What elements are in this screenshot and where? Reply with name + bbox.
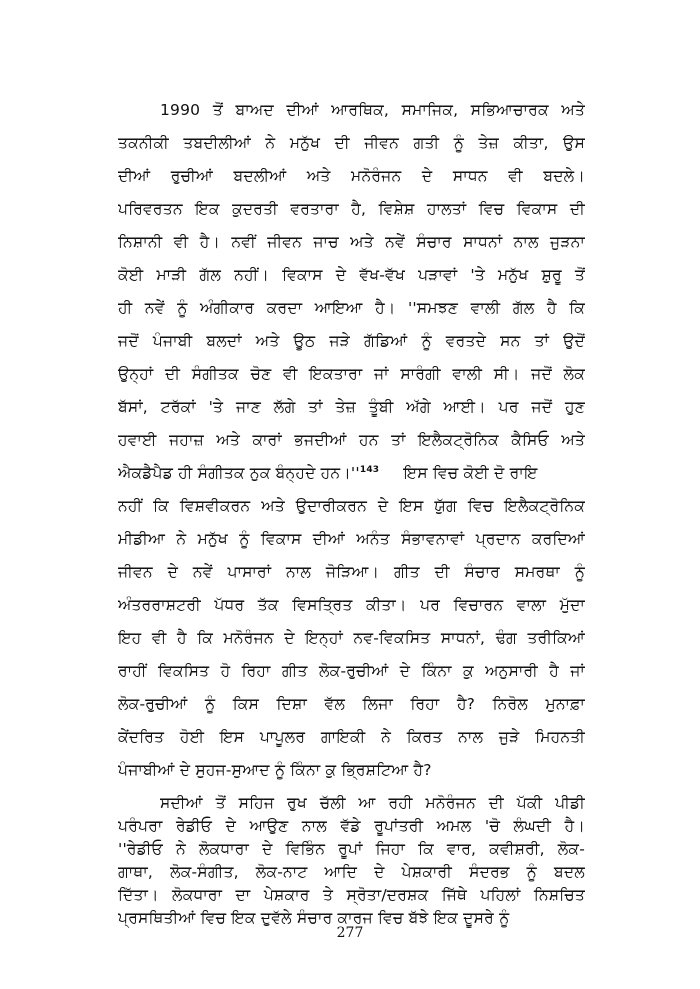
paragraph-1-line-1: 1990 ਤੋਂ ਬਾਅਦ ਦੀਆਂ ਆਰਥਿਕ, ਸਮਾਜਿਕ, ਸਭਿਆਚਾਰਕ ਅਤੇ	[160, 101, 585, 119]
paragraph-1-line-21: ਪੰਜਾਬੀਆਂ ਦੇ ਸੁਹਜ-ਸੁਆਦ ਨੂੰ ਕਿੰਨਾ ਕੁ ਭ੍ਰਿਸ਼ਟਿਆ ਹੈ?	[118, 761, 432, 779]
line-12-tail: ਇਸ ਵਿਚ ਕੋਈ ਦੋ ਰਾਇ	[403, 464, 538, 482]
paragraph-1-line-18: ਰਾਹੀਂ ਵਿਕਸਿਤ ਹੋ ਰਿਹਾ ਗੀਤ ਲੋਕ-ਰੁਚੀਆਂ ਦੇ ਕਿੰਨਾ ਕੁ ਅਨੁਸਾਰੀ ਹੈ ਜਾਂ	[118, 662, 585, 680]
paragraph-1-line-3: ਦੀਆਂ ਰੁਚੀਆਂ ਬਦਲੀਆਂ ਅਤੇ ਮਨੋਰੰਜਨ ਦੇ ਸਾਧਨ ਵੀ ਬਦਲੇ।	[118, 167, 585, 185]
paragraph-1-line-15: ਜੀਵਨ ਦੇ ਨਵੇਂ ਪਾਸਾਰਾਂ ਨਾਲ ਜੋੜਿਆ। ਗੀਤ ਦੀ ਸੰਚਾਰ ਸਮਰਥਾ ਨੂੰ	[118, 563, 585, 581]
paragraph-1-line-4: ਪਰਿਵਰਤਨ ਇਕ ਕੁਦਰਤੀ ਵਰਤਾਰਾ ਹੈ, ਵਿਸ਼ੇਸ਼ ਹਾਲਤਾਂ ਵਿਚ ਵਿਕਾਸ ਦੀ	[118, 200, 585, 218]
paragraph-1-line-20: ਕੇਂਦਰਿਤ ਹੋਈ ਇਸ ਪਾਪੂਲਰ ਗਾਇਕੀ ਨੇ ਕਿਰਤ ਨਾਲ ਜੁੜੇ ਮਿਹਨਤੀ	[118, 728, 585, 746]
paragraph-1-line-16: ਅੰਤਰਰਾਸ਼ਟਰੀ ਪੱਧਰ ਤੱਕ ਵਿਸਤ੍ਰਿਤ ਕੀਤਾ। ਪਰ ਵਿਚਾਰਨ ਵਾਲਾ ਮੁੱਦਾ	[118, 596, 585, 614]
paragraph-1-line-17: ਇਹ ਵੀ ਹੈ ਕਿ ਮਨੋਰੰਜਨ ਦੇ ਇਨ੍ਹਾਂ ਨਵ-ਵਿਕਸਿਤ ਸਾਧਨਾਂ, ਢੰਗ ਤਰੀਕਿਆਂ	[118, 629, 585, 647]
paragraph-2-line-4: ਗਾਥਾ, ਲੋਕ-ਸੰਗੀਤ, ਲੋਕ-ਨਾਟ ਆਦਿ ਦੇ ਪੇਸ਼ਕਾਰੀ ਸੰਦਰਭ ਨੂੰ ਬਦਲ	[118, 863, 585, 881]
line-12-text: ਐਕਡੈਪੈਡ ਹੀ ਸੰਗੀਤਕ ਨੁਕ ਬੰਨ੍ਹਦੇ ਹਨ।''	[118, 464, 360, 482]
paragraph-1-line-2: ਤਕਨੀਕੀ ਤਬਦੀਲੀਆਂ ਨੇ ਮਨੁੱਖ ਦੀ ਜੀਵਨ ਗਤੀ ਨੂੰ ਤੇਜ਼ ਕੀਤਾ, ਉਸ	[118, 134, 585, 152]
paragraph-1-line-14: ਮੀਡੀਆ ਨੇ ਮਨੁੱਖ ਨੂੰ ਵਿਕਾਸ ਦੀਆਂ ਅਨੰਤ ਸੰਭਾਵਨਾਵਾਂ ਪ੍ਰਦਾਨ ਕਰਦਿਆਂ	[118, 530, 585, 548]
paragraph-1-line-8: ਜਦੋਂ ਪੰਜਾਬੀ ਬਲਦਾਂ ਅਤੇ ਊਠ ਜੜੇ ਗੱਡਿਆਂ ਨੂੰ ਵਰਤਦੇ ਸਨ ਤਾਂ ਉਦੋਂ	[118, 332, 585, 350]
page-number: 277	[336, 925, 364, 941]
footnote-marker: 143	[359, 464, 380, 475]
paragraph-2-line-5: ਦਿੱਤਾ। ਲੋਕਧਾਰਾ ਦਾ ਪੇਸ਼ਕਾਰ ਤੇ ਸ੍ਰੋਤਾ/ਦਰਸ਼ਕ ਜਿੱਥੇ ਪਹਿਲਾਂ ਨਿਸ਼ਚਿਤ	[118, 886, 585, 904]
paragraph-2-line-1: ਸਦੀਆਂ ਤੋਂ ਸਹਿਜ ਰੁਖ ਚੱਲੀ ਆ ਰਹੀ ਮਨੋਰੰਜਨ ਦੀ ਪੱਕੀ ਪੀਡੀ	[160, 794, 585, 812]
paragraph-2-line-2: ਪਰੰਪਰਾ ਰੇਡੀਓ ਦੇ ਆਉਣ ਨਾਲ ਵੱਡੇ ਰੂਪਾਂਤਰੀ ਅਮਲ 'ਚੋ ਲੰਘਦੀ ਹੈ।	[118, 817, 585, 835]
paragraph-1-line-10: ਬੱਸਾਂ, ਟਰੱਕਾਂ 'ਤੇ ਜਾਣ ਲੱਗੇ ਤਾਂ ਤੇਜ਼ ਤੂੰਬੀ ਅੱਗੇ ਆਈ। ਪਰ ਜਦੋਂ ਹੁਣ	[118, 398, 585, 416]
paragraph-1-line-6: ਕੋਈ ਮਾੜੀ ਗੱਲ ਨਹੀਂ। ਵਿਕਾਸ ਦੇ ਵੱਖ-ਵੱਖ ਪੜਾਵਾਂ 'ਤੇ ਮਨੁੱਖ ਸ਼ੁਰੂ ਤੋਂ	[118, 266, 585, 284]
paragraph-2-line-6: ਪ੍ਰਸਥਿਤੀਆਂ ਵਿਚ ਇਕ ਦੁਵੱਲੇ ਸੰਚਾਰ ਕਾਰਜ ਵਿਚ ਬੱਝੇ ਇਕ ਦੂਸਰੇ ਨੂੰ	[118, 909, 510, 927]
paragraph-2-line-3: ''ਰੇਡੀਓ ਨੇ ਲੋਕਧਾਰਾ ਦੇ ਵਿਭਿੰਨ ਰੂਪਾਂ ਜਿਹਾ ਕਿ ਵਾਰ, ਕਵੀਸ਼ਰੀ, ਲੋਕ-	[118, 840, 585, 858]
paragraph-1-line-9: ਉਨ੍ਹਾਂ ਦੀ ਸੰਗੀਤਕ ਚੋਣ ਵੀ ਇਕਤਾਰਾ ਜਾਂ ਸਾਰੰਗੀ ਵਾਲੀ ਸੀ। ਜਦੋਂ ਲੋਕ	[118, 365, 585, 383]
paragraph-1-line-13: ਨਹੀਂ ਕਿ ਵਿਸ਼ਵੀਕਰਨ ਅਤੇ ਉਦਾਰੀਕਰਨ ਦੇ ਇਸ ਯੁੱਗ ਵਿਚ ਇਲੈਕਟ੍ਰੋਨਿਕ	[118, 497, 585, 515]
paragraph-1-line-11: ਹਵਾਈ ਜਹਾਜ਼ ਅਤੇ ਕਾਰਾਂ ਭਜਦੀਆਂ ਹਨ ਤਾਂ ਇਲੈਕਟ੍ਰੋਨਿਕ ਕੈਸਿਓ ਅਤੇ	[118, 431, 585, 449]
paragraph-1-line-12	[118, 463, 585, 483]
paragraph-1-line-5: ਨਿਸ਼ਾਨੀ ਵੀ ਹੈ। ਨਵੀਂ ਜੀਵਨ ਜਾਚ ਅਤੇ ਨਵੇਂ ਸੰਚਾਰ ਸਾਧਨਾਂ ਨਾਲ ਜੁੜਨਾ	[118, 233, 585, 251]
paragraph-1-line-7: ਹੀ ਨਵੇਂ ਨੂੰ ਅੰਗੀਕਾਰ ਕਰਦਾ ਆਇਆ ਹੈ। ''ਸਮਝਣ ਵਾਲੀ ਗੱਲ ਹੈ ਕਿ	[118, 299, 585, 317]
paragraph-1-line-19: ਲੋਕ-ਰੁਚੀਆਂ ਨੂੰ ਕਿਸ ਦਿਸ਼ਾ ਵੱਲ ਲਿਜਾ ਰਿਹਾ ਹੈ? ਨਿਰੋਲ ਮੁਨਾਫ਼ਾ	[118, 695, 585, 713]
